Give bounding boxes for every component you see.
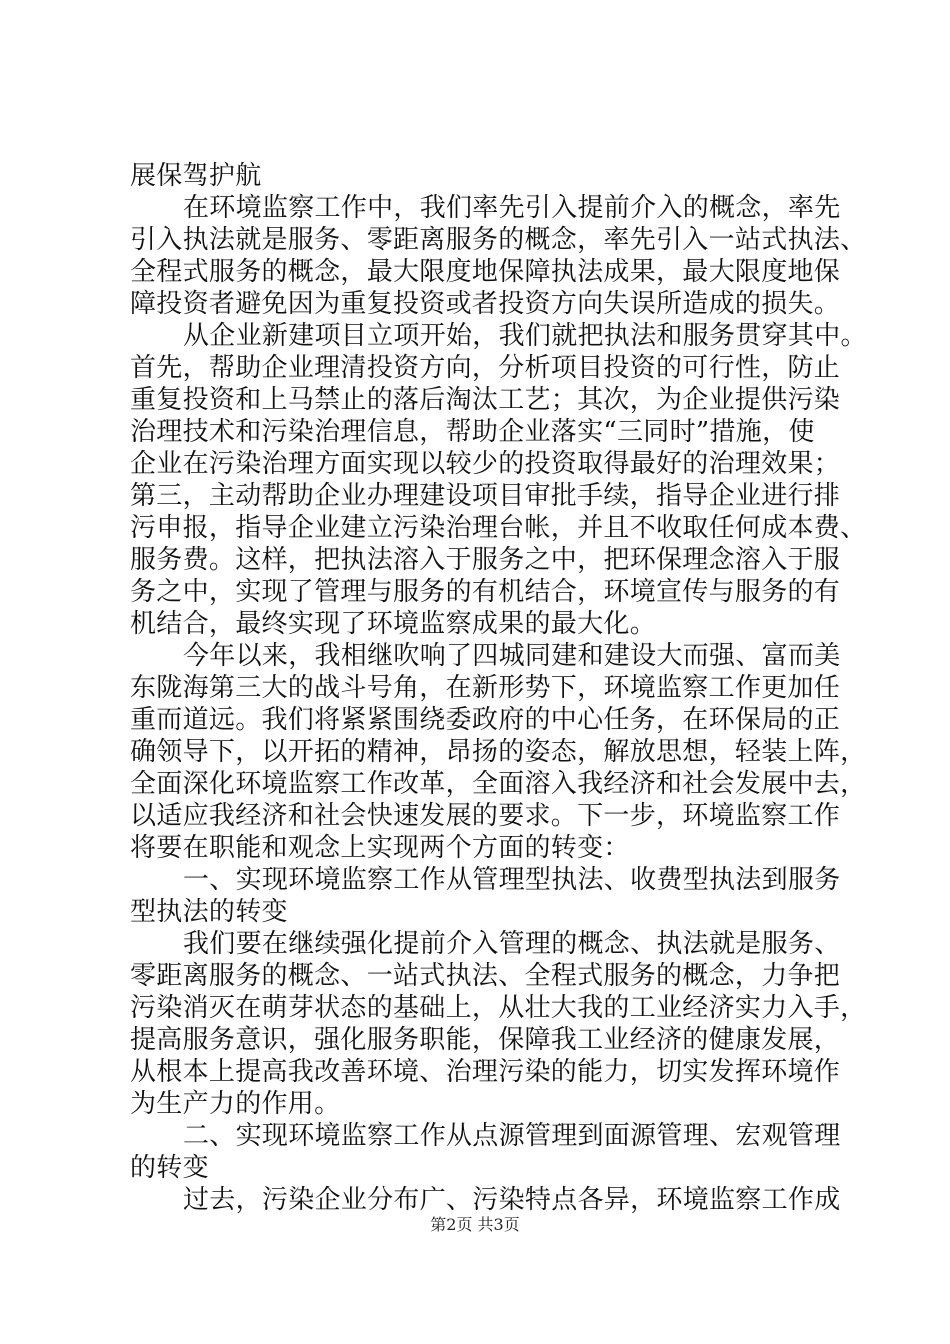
text-line: 治理技术和污染治理信息，帮助企业落实“三同时”措施，使: [130, 417, 815, 447]
text-line: 提高服务意识，强化服务职能，保障我工业经济的健康发展，: [130, 1025, 841, 1055]
text-line: 今年以来，我相继吹响了四城同建和建设大而强、富而美: [183, 641, 841, 671]
text-line: 一、实现环境监察工作从管理型执法、收费型执法到服务: [183, 865, 841, 895]
text-line: 首先，帮助企业理清投资方向，分析项目投资的可行性，防止: [130, 353, 841, 383]
text-line: 全面深化环境监察工作改革，全面溶入我经济和社会发展中去，: [130, 769, 867, 799]
text-line: 第三，主动帮助企业办理建设项目审批手续，指导企业进行排: [130, 481, 841, 511]
text-line: 将要在职能和观念上实现两个方面的转变：: [130, 833, 630, 863]
text-line: 在环境监察工作中，我们率先引入提前介入的概念，率先: [183, 193, 841, 223]
text-line: 零距离服务的概念、一站式执法、全程式服务的概念，力争把: [130, 961, 841, 991]
text-line: 企业在污染治理方面实现以较少的投资取得最好的治理效果；: [130, 449, 841, 479]
text-line: 障投资者避免因为重复投资或者投资方向失误所造成的损失。: [130, 289, 841, 319]
text-line: 型执法的转变: [130, 897, 288, 927]
text-line: 从根本上提高我改善环境、治理污染的能力，切实发挥环境作: [130, 1057, 841, 1087]
text-line: 过去，污染企业分布广、污染特点各异，环境监察工作成: [183, 1185, 841, 1215]
text-line: 全程式服务的概念，最大限度地保障执法成果，最大限度地保: [130, 257, 841, 287]
text-line: 污染消灭在萌芽状态的基础上，从壮大我的工业经济实力入手，: [130, 993, 867, 1023]
text-line: 的转变: [130, 1153, 209, 1183]
text-line: 务之中，实现了管理与服务的有机结合，环境宣传与服务的有: [130, 577, 841, 607]
text-line: 污申报，指导企业建立污染治理台帐，并且不收取任何成本费、: [130, 513, 867, 543]
text-line: 机结合，最终实现了环境监察成果的最大化。: [130, 609, 657, 639]
text-line: 展保驾护航: [130, 161, 262, 191]
text-line: 重复投资和上马禁止的落后淘汰工艺；其次，为企业提供污染: [130, 385, 841, 415]
page-footer: 第2页 共3页: [430, 1215, 520, 1234]
document-body: [130, 160, 867, 1216]
text-line: 重而道远。我们将紧紧围绕委政府的中心任务，在环保局的正: [130, 705, 841, 735]
text-line: 东陇海第三大的战斗号角，在新形势下，环境监察工作更加任: [130, 673, 841, 703]
text-line: 从企业新建项目立项开始，我们就把执法和服务贯穿其中。: [183, 321, 867, 351]
text-line: 服务费。这样，把执法溶入于服务之中，把环保理念溶入于服: [130, 545, 841, 575]
text-line: 确领导下，以开拓的精神，昂扬的姿态，解放思想，轻装上阵，: [130, 737, 867, 767]
text-line: 我们要在继续强化提前介入管理的概念、执法就是服务、: [183, 929, 841, 959]
text-line: 二、实现环境监察工作从点源管理到面源管理、宏观管理: [183, 1121, 841, 1151]
text-line: 以适应我经济和社会快速发展的要求。下一步，环境监察工作: [130, 801, 841, 831]
text-line: 引入执法就是服务、零距离服务的概念，率先引入一站式执法、: [130, 225, 867, 255]
text-line: 为生产力的作用。: [130, 1089, 341, 1119]
